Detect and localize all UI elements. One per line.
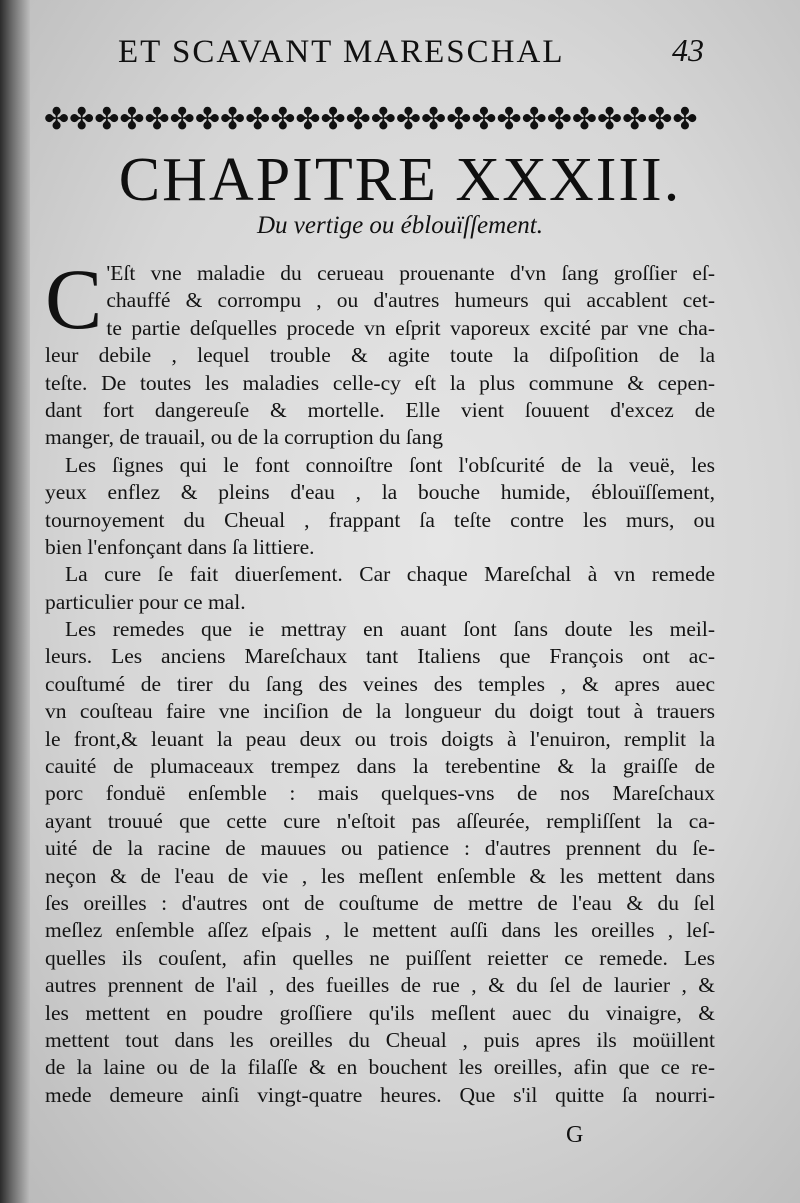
text-line: yeux enflez & pleins d'eau , la bouche humide, éblouïſſement, [45, 480, 715, 505]
text-line: meſlez enſemble aſſez eſpais , le mettent auſſi dans les oreilles , leſ- [45, 918, 715, 943]
text-line: mede demeure ainſi vingt-quatre heures. Que s'il quitte ſa nourri- [45, 1082, 715, 1107]
text-line: uité de la racine de mauues ou patience : d'autres prennent du ſe- [45, 836, 715, 861]
paragraph-3 [45, 561, 715, 616]
text-line: porc fonduë enſemble : mais quelques-vns de nos Mareſchaux [45, 781, 715, 806]
text-line: 'Eſt vne maladie du cerueau prouenante d'vn ſang groſſier eſ- [106, 261, 715, 285]
paragraph-2 [45, 452, 715, 562]
text-line: tournoyement du Cheual , frappant ſa teſte contre les murs, ou [45, 507, 715, 532]
body-text [45, 251, 715, 1109]
text-line: mettent tout dans les oreilles du Cheual , puis apres ils moüillent [45, 1027, 715, 1052]
text-line: le front,& leuant la peau deux ou trois doigts à l'enuiron, remplit la [45, 726, 715, 751]
text-line: neçon & de l'eau de vie , les meſlent enſemble & les mettent dans [45, 863, 715, 888]
text-line: teſte. De toutes les maladies celle-cy eſt la plus commune & cepen- [45, 370, 715, 395]
running-title: ET SCAVANT MARESCHAL [118, 34, 565, 70]
text-line: quelles ils couſent, afin quelles ne puiſſent reietter ce remede. Les [45, 945, 715, 970]
running-head [0, 30, 800, 80]
text-line: te partie deſquelles procede vn eſprit vaporeux excité par vne cha- [106, 315, 715, 340]
ornamental-border: ✤✤✤✤✤✤✤✤✤✤✤✤✤✤✤✤✤✤✤✤✤✤✤✤✤✤ [44, 101, 698, 137]
text-line: ayant trouué que cette cure n'eſtoit pas aſſeurée, rempliſſent la ca- [45, 808, 715, 833]
text-line: leurs. Les anciens Mareſchaux tant Italiens que François ont ac- [45, 644, 715, 669]
text-line: couſtumé de tirer du ſang des veines des temples , & apres auec [45, 671, 715, 696]
text-line: cauité de plumaceaux trempez dans la terebentine & la graiſſe de [45, 754, 715, 779]
text-line: La cure ſe fait diuerſement. Car chaque Mareſchal à vn remede [65, 562, 715, 587]
text-line: les mettent en poudre groſſiere qu'ils meſlent auec du vinaigre, & [45, 1000, 715, 1025]
text-line: dant fort dangereuſe & mortelle. Elle vient ſouuent d'excez de [45, 397, 715, 422]
paragraph-4 [45, 616, 715, 1109]
text-line: de la laine ou de la filaſſe & en bouchent les oreilles, afin que ce re- [45, 1055, 715, 1080]
text-line: bien l'enfonçant dans ſa littiere. [45, 534, 315, 559]
text-line: Les remedes que ie mettray en auant ſont ſans doute les meil- [65, 617, 715, 642]
text-line: autres prennent de l'ail , des fueilles de rue , & du ſel de laurier , & [45, 973, 715, 998]
chapter-subtitle: Du vertige ou éblouïſſement. [256, 212, 544, 239]
text-line: manger, de trauail, ou de la corruption du ſang [45, 425, 443, 450]
paragraph-1 [45, 251, 715, 452]
drop-cap: C [45, 251, 103, 347]
text-line: particulier pour ce mal. [45, 589, 246, 614]
text-line: leur debile , lequel trouble & agite toute la diſpoſition de la [45, 343, 715, 368]
text-line: Les ſignes qui le font connoiſtre ſont l'obſcurité de la veuë, les [65, 452, 715, 477]
page-number: 43 [672, 32, 704, 68]
text-line: vn couſteau faire vne inciſion de la longueur du doigt tout à trauers [45, 699, 715, 724]
chapter-title: CHAPITRE XXXIII. [118, 146, 682, 214]
signature-mark: G [566, 1122, 584, 1148]
text-line: chauffé & corrompu , ou d'autres humeurs qui accablent cet- [106, 288, 715, 313]
text-line: ſes oreilles : d'autres ont de couſtume de mettre de l'eau & du ſel [45, 890, 715, 915]
